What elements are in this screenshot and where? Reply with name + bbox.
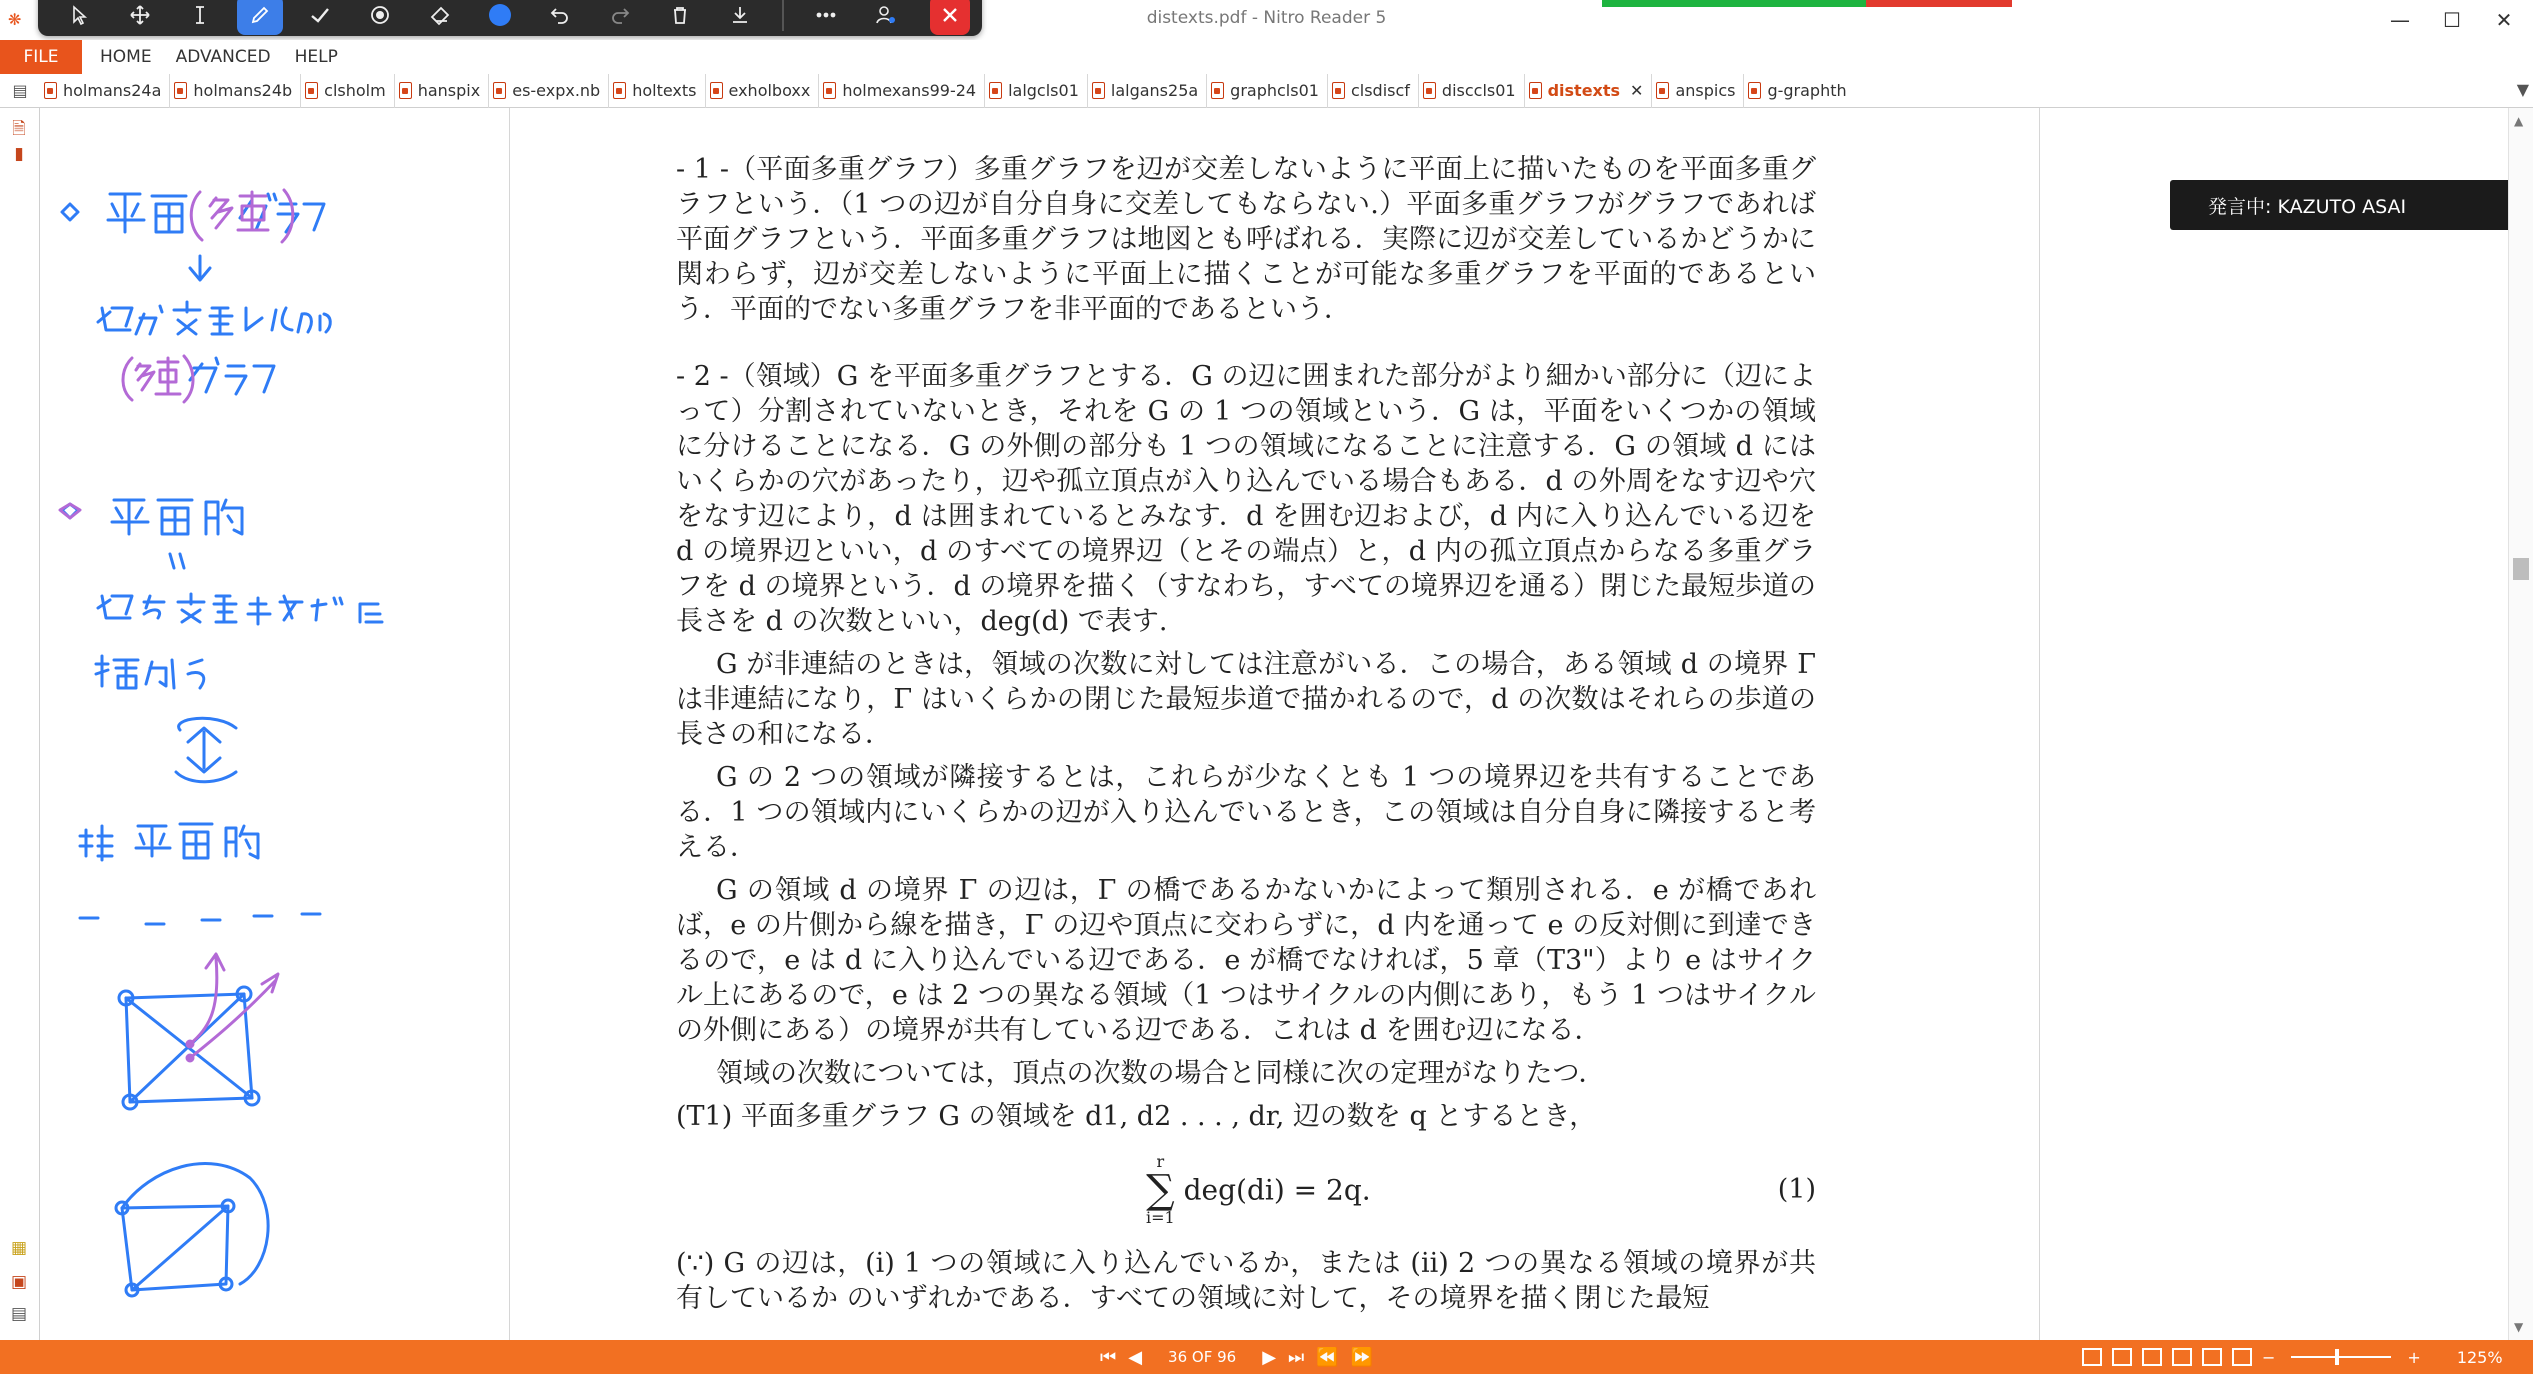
menu-home[interactable]: HOME: [100, 47, 152, 67]
tab-close-icon[interactable]: ✕: [1630, 81, 1644, 100]
facing-continuous-view-icon[interactable]: [2172, 1348, 2192, 1366]
pdf-icon: [1423, 82, 1436, 99]
app-logo-icon: ❋: [8, 10, 22, 29]
paragraph-2: - 2 -（領域）G を平面多重グラフとする．G の辺に囲まれた部分がより細かい部分に（辺によって）分割されていないとき，それを G の 1 つの領域という．G は，平面をいくつかの領域に分けることになる．G の外側の部分も 1 つの領域になることに注意する．G の領域 d にはいくらかの穴があったり，辺や孤立頂点が入り込んでいる場合もある．d の外周をなす辺や穴をなす辺により，d は囲まれているとみなす．d を囲む辺および，d 内に入り込んでいる辺を d の境界辺といい，d のすべての境界辺（とその端点）と，d 内の孤立頂点からなる多重グラフを d の境界という．d の境界を描く（すなわち，すべての境界辺を通る）閉じた最短歩道の長さを d の次数といい，deg(d) で表す.: [676, 361, 1816, 637]
tab-exholboxx[interactable]: [706, 74, 820, 108]
facing-view-icon[interactable]: [2142, 1348, 2162, 1366]
user-icon[interactable]: [856, 0, 916, 35]
menu-advanced[interactable]: ADVANCED: [175, 47, 271, 67]
zoom-level[interactable]: 125%: [2456, 1347, 2503, 1367]
page-indicator[interactable]: 36 OF 96: [1168, 1348, 1237, 1366]
status-bar: [0, 1340, 2533, 1374]
tab-label: es-expx.nb: [512, 81, 601, 100]
vertical-scrollbar[interactable]: [2508, 108, 2533, 1340]
bookmarks-icon[interactable]: ▮: [14, 144, 24, 164]
pdf-icon: [493, 82, 506, 99]
toolbar-divider: [782, 0, 784, 31]
pdf-icon: [989, 82, 1002, 99]
ink-notes-pane[interactable]: [40, 108, 510, 1340]
pdf-icon: [1211, 82, 1224, 99]
tab-label: lalgcls01: [1008, 81, 1079, 100]
paragraph-gap: [676, 327, 1816, 359]
more-icon[interactable]: [796, 0, 856, 35]
view-controls: [2082, 1340, 2503, 1374]
pdf-icon: [44, 82, 57, 99]
tab-hanspix[interactable]: [395, 74, 490, 108]
tab-es-expx[interactable]: [489, 74, 609, 108]
delete-icon[interactable]: [650, 0, 710, 35]
pdf-icon: [1656, 82, 1669, 99]
pdf-icon: [613, 82, 626, 99]
tab-g-graphth[interactable]: [1744, 74, 1854, 108]
eraser-icon[interactable]: [410, 0, 470, 35]
sum-upper: r: [1156, 1152, 1165, 1171]
fit-width-icon[interactable]: [2202, 1348, 2222, 1366]
zoom-in-button[interactable]: +: [2407, 1347, 2421, 1367]
window-title: distexts.pdf - Nitro Reader 5: [1146, 8, 1387, 28]
speaker-badge: 発言中: KAZUTO ASAI: [2170, 180, 2512, 230]
tab-lalgans25a[interactable]: [1088, 74, 1207, 108]
tab-label: g-graphth: [1767, 81, 1847, 100]
maximize-button[interactable]: ☐: [2443, 8, 2461, 32]
pdf-icon: [174, 82, 187, 99]
tab-label: holtexts: [632, 81, 697, 100]
tab-list-icon[interactable]: ▤: [12, 81, 28, 100]
tab-label: disccls01: [1441, 81, 1516, 100]
theorem-t1: (T1) 平面多重グラフ G の領域を d1, d2 . . . , dr, 辺の数を q とするとき，: [676, 1101, 1597, 1132]
tab-holmexans99-24[interactable]: [819, 74, 985, 108]
pdf-icon: [823, 82, 836, 99]
scroll-up-icon[interactable]: ▲: [2514, 114, 2524, 128]
pdf-icon: [399, 82, 412, 99]
fit-page-icon[interactable]: [2232, 1348, 2252, 1366]
equation-1: [676, 1144, 1816, 1240]
pdf-icon: [1748, 82, 1761, 99]
select-icon[interactable]: [50, 0, 110, 35]
pan-icon[interactable]: [110, 0, 170, 35]
tab-distexts[interactable]: [1525, 74, 1653, 108]
attachments-icon[interactable]: 🗎: [12, 119, 26, 139]
redo-icon[interactable]: [590, 0, 650, 35]
tab-holmans24b[interactable]: [170, 74, 301, 108]
sum-symbol: ∑: [1146, 1167, 1175, 1213]
tab-lalgcls01[interactable]: [985, 74, 1088, 108]
tab-clsdiscf[interactable]: [1328, 74, 1419, 108]
tab-graphcls01[interactable]: [1207, 74, 1328, 108]
sum-lower: i=1: [1146, 1208, 1175, 1227]
tab-label: holmexans99-24: [842, 81, 977, 100]
color-picker-icon[interactable]: [470, 0, 530, 35]
tab-label: graphcls01: [1230, 81, 1319, 100]
menu-help[interactable]: HELP: [294, 47, 338, 67]
tab-label: hanspix: [417, 81, 481, 100]
zoom-slider[interactable]: [2291, 1356, 2391, 1358]
tab-overflow-chevron-icon[interactable]: ▼: [2516, 80, 2529, 99]
document-tab-bar: [0, 74, 2533, 108]
menu-bar: [0, 40, 2533, 74]
pdf-icon: [1529, 82, 1542, 99]
scroll-down-icon[interactable]: ▼: [2514, 1320, 2524, 1334]
tab-label: holmans24a: [63, 81, 162, 100]
continuous-view-icon[interactable]: [2112, 1348, 2132, 1366]
tab-label: distexts: [1547, 81, 1621, 100]
close-window-button[interactable]: ✕: [2495, 8, 2513, 32]
paragraph-4: G の 2 つの領域が隣接するとは，これらが少なくとも 1 つの境界辺を共有することである．1 つの領域内にいくらかの辺が入り込んでいるとき，この領域は自分自身に隣接すると考える．: [676, 762, 1816, 863]
menu-file[interactable]: FILE: [0, 40, 82, 74]
previous-page-icon[interactable]: ◀: [1128, 1346, 1143, 1368]
pdf-icon: [1092, 82, 1105, 99]
left-panel-strip: [0, 108, 40, 1340]
pdf-icon: [710, 82, 723, 99]
scroll-thumb[interactable]: [2513, 558, 2529, 580]
stamp-icon[interactable]: [350, 0, 410, 35]
proof-paragraph: (∵) G の辺は，(i) 1 つの領域に入り込んでいるか，または (ii) 2 つの異なる領域の境界が共有しているか のいずれかである．すべての領域に対して，その境界を描く閉じた最短: [676, 1248, 1816, 1314]
first-page-icon[interactable]: ⏮: [1100, 1346, 1117, 1368]
pdf-icon: [305, 82, 318, 99]
handwritten-notes: [40, 108, 510, 1340]
document-viewport[interactable]: [510, 108, 2040, 1340]
tab-holtexts[interactable]: [609, 74, 705, 108]
pages-icon[interactable]: ▣: [10, 1272, 28, 1292]
layers-icon[interactable]: ▤: [10, 1304, 28, 1324]
tab-holmans24a[interactable]: [40, 74, 170, 108]
tab-label: exholboxx: [728, 81, 811, 100]
last-page-icon[interactable]: ⏭: [1288, 1346, 1305, 1368]
tab-clsholm[interactable]: [301, 74, 395, 108]
paragraph-6: 領域の次数については，頂点の次数の場合と同様に次の定理がなりたつ．: [716, 1058, 1606, 1089]
equation-number: (1): [1777, 1174, 1816, 1205]
back-view-icon[interactable]: ⏪: [1316, 1346, 1339, 1368]
checkmark-icon[interactable]: [290, 0, 350, 35]
right-pane: [2040, 108, 2533, 1340]
minimize-button[interactable]: —: [2390, 8, 2410, 32]
tab-anspics[interactable]: [1652, 74, 1744, 108]
tab-label: anspics: [1675, 81, 1736, 100]
text-cursor-icon[interactable]: [170, 0, 230, 35]
drawing-toolbar: [38, 0, 982, 36]
zoom-slider-knob[interactable]: [2335, 1349, 2339, 1365]
equation-body: [1146, 1154, 1371, 1226]
pdf-icon: [1332, 82, 1345, 99]
single-page-view-icon[interactable]: [2082, 1348, 2102, 1366]
next-page-icon[interactable]: ▶: [1262, 1346, 1277, 1368]
undo-icon[interactable]: [530, 0, 590, 35]
paragraph-3: G が非連結のときは，領域の次数に対しては注意がいる．この場合，ある領域 d の境界 Γ は非連結になり，Γ はいくらかの閉じた最短歩道で描かれるので，d の次数はそれらの歩道の長さの和になる．: [676, 649, 1816, 750]
save-icon[interactable]: [710, 0, 770, 35]
equation-expression: deg(di) = 2q.: [1183, 1173, 1371, 1207]
forward-view-icon[interactable]: ⏩: [1350, 1346, 1374, 1368]
pen-icon[interactable]: [237, 0, 283, 35]
paragraph-5: G の領域 d の境界 Γ の辺は，Γ の橋であるかないかによって類別される．e が橋であれば，e の片側から線を描き，Γ の辺や頂点に交わらずに，d 内を通って e の反対側に到達できるので，e は d に入り込んでいる辺である．e が橋でなければ，5 章（T3"）より e はサイクル上にあるので，e は 2 つの異なる領域（1 つはサイクルの内側にあり，もう 1 つはサイクルの外側にある）の境界が共有している辺である．これは d を囲む辺になる．: [676, 875, 1816, 1046]
tab-label: holmans24b: [193, 81, 293, 100]
comments-icon[interactable]: ▦: [10, 1238, 28, 1258]
tab-label: clsholm: [324, 81, 386, 100]
zoom-out-button[interactable]: −: [2262, 1347, 2276, 1367]
tab-disccls01[interactable]: [1419, 74, 1525, 108]
close-icon[interactable]: [930, 0, 970, 35]
document-page: [676, 152, 1816, 1316]
tab-label: lalgans25a: [1110, 81, 1199, 100]
tab-label: clsdiscf: [1350, 81, 1410, 100]
page-navigation: [1100, 1340, 1373, 1374]
paragraph-1: - 1 -（平面多重グラフ）多重グラフを辺が交差しないように平面上に描いたものを平面多重グラフという．（1 つの辺が自分自身に交差してもならない.）平面多重グラフがグラフであれば平面グラフという．平面多重グラフは地図とも呼ばれる．実際に辺が交差しているかどうかに関わらず，辺が交差しないように平面上に描くことが可能な多重グラフを平面的であるという．平面的でない多重グラフを非平面的であるという．: [676, 154, 1816, 325]
meeting-indicator-strip: [1602, 0, 2012, 7]
